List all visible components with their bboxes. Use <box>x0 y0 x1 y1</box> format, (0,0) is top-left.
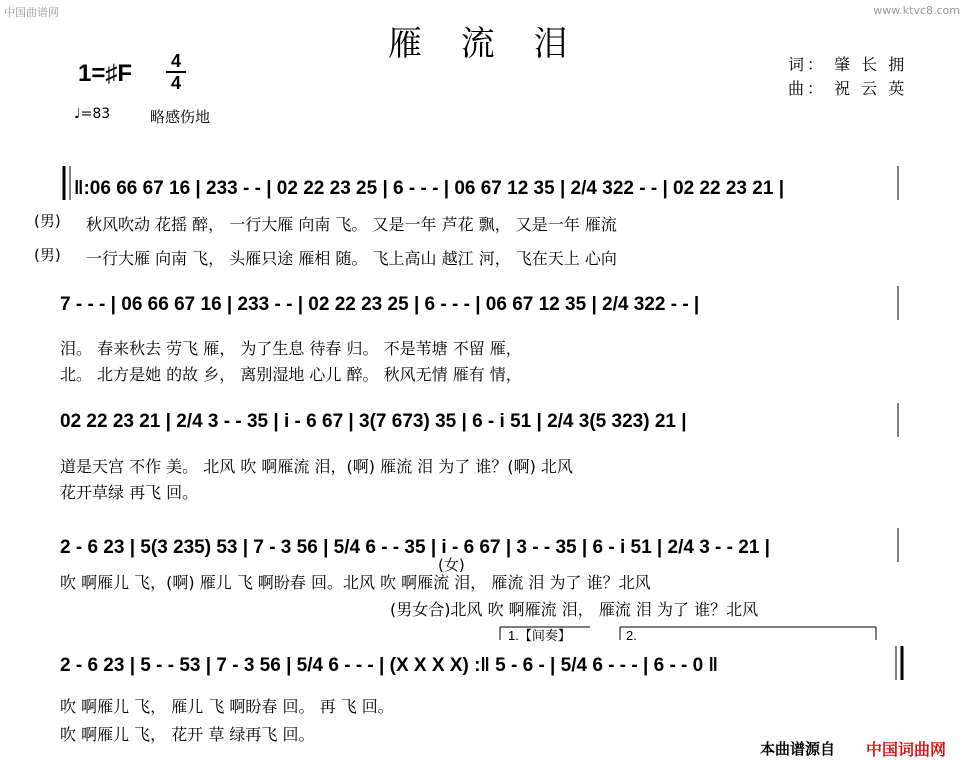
row-1-notes: ‖:06 66 67 16 | 233 - - | 02 22 23 25 | 6 - - - | 06 67 12 35 | 2/4 322 - - | 02 22 23 21 | <box>74 178 785 199</box>
watermark-left: 中国曲谱网 <box>4 6 59 19</box>
row-1-verse-2: 一行大雁 向南 飞， 头雁只途 雁相 随。 飞上高山 越江 河， 飞在天上 心向 <box>86 249 617 268</box>
notation-row-4 <box>60 528 898 562</box>
voice-tag-male-1: (男) <box>34 212 61 230</box>
row-4-verse-1: 吹 啊雁儿 飞，(啊) 雁儿 飞 啊盼春 回。北风 吹 啊雁流 泪， 雁流 泪 为了 谁？北风 <box>60 573 651 592</box>
tempo-mark: ♩=83 <box>74 106 111 122</box>
row-5-notes: 2 - 6 23 | 5 - - 53 | 7 - 3 56 | 5/4 6 - - - | (X X X X) :‖ 5 - 6 - | 5/4 6 - - - | 6 - - 0 ‖ <box>60 655 718 676</box>
lyricist-credit: 词： 肇 长 拥 <box>788 55 908 74</box>
notation-row-2 <box>60 286 898 320</box>
row-2-verse-2: 北。 北方是她 的故 乡， 离别湿地 心儿 醉。 秋风无情 雁有 情， <box>60 365 522 384</box>
ending-1-label: 1.【间奏】 <box>508 628 571 643</box>
time-signature-top: 4 <box>170 51 181 71</box>
row-4-verse-2: (男女合)北风 吹 啊雁流 泪， 雁流 泪 为了 谁？北风 <box>390 600 759 619</box>
row-1-verse-1: 秋风吹动 花摇 醉， 一行大雁 向南 飞。 又是一年 芦花 飘， 又是一年 雁流 <box>86 215 617 234</box>
footer-site: 中国词曲网 <box>866 740 947 759</box>
row-3-verse-2: 花开草绿 再飞 回。 <box>60 483 199 502</box>
key-signature: 1=♯F <box>78 60 133 87</box>
composer-credit: 曲： 祝 云 英 <box>788 79 908 98</box>
row-4-notes: 2 - 6 23 | 5(3 235) 53 | 7 - 3 56 | 5/4 6 - - 35 | i - 6 67 | 3 - - 35 | 6 - i 51 | 2/4 3 - - 21 | <box>60 537 770 558</box>
notation-row-1 <box>64 166 898 200</box>
song-title: 雁 流 泪 <box>388 24 582 64</box>
ending-2-label: 2. <box>626 628 637 643</box>
voice-tag-male-2: (男) <box>34 246 61 264</box>
row-2-verse-1: 泪。 春来秋去 劳飞 雁， 为了生息 待春 归。 不是苇塘 不留 雁， <box>60 339 522 358</box>
notation-row-3 <box>60 403 898 437</box>
row-3-notes: 02 22 23 21 | 2/4 3 - - 35 | i - 6 67 | 3(7 673) 35 | 6 - i 51 | 2/4 3(5 323) 21 | <box>60 411 687 432</box>
row-5-verse-2: 吹 啊雁儿 飞， 花开 草 绿再飞 回。 <box>60 725 315 744</box>
watermark-right: www.ktvc8.com <box>873 4 960 17</box>
row-2-notes: 7 - - - | 06 66 67 16 | 233 - - | 02 22 23 25 | 6 - - - | 06 67 12 35 | 2/4 322 - - | <box>60 294 700 315</box>
row-3-verse-1: 道是天宫 不作 美。 北风 吹 啊雁流 泪，(啊) 雁流 泪 为了 谁？(啊) 北风 <box>60 457 573 476</box>
row-5-verse-1: 吹 啊雁儿 飞， 雁儿 飞 啊盼春 回。 再 飞 回。 <box>60 697 394 716</box>
time-signature-bottom: 4 <box>170 73 181 93</box>
notation-row-5 <box>60 627 902 680</box>
expression-mark: 略感伤地 <box>150 108 211 126</box>
voice-tag-female: (女) <box>438 556 465 574</box>
footer-source: 本曲谱源自 <box>760 740 836 758</box>
